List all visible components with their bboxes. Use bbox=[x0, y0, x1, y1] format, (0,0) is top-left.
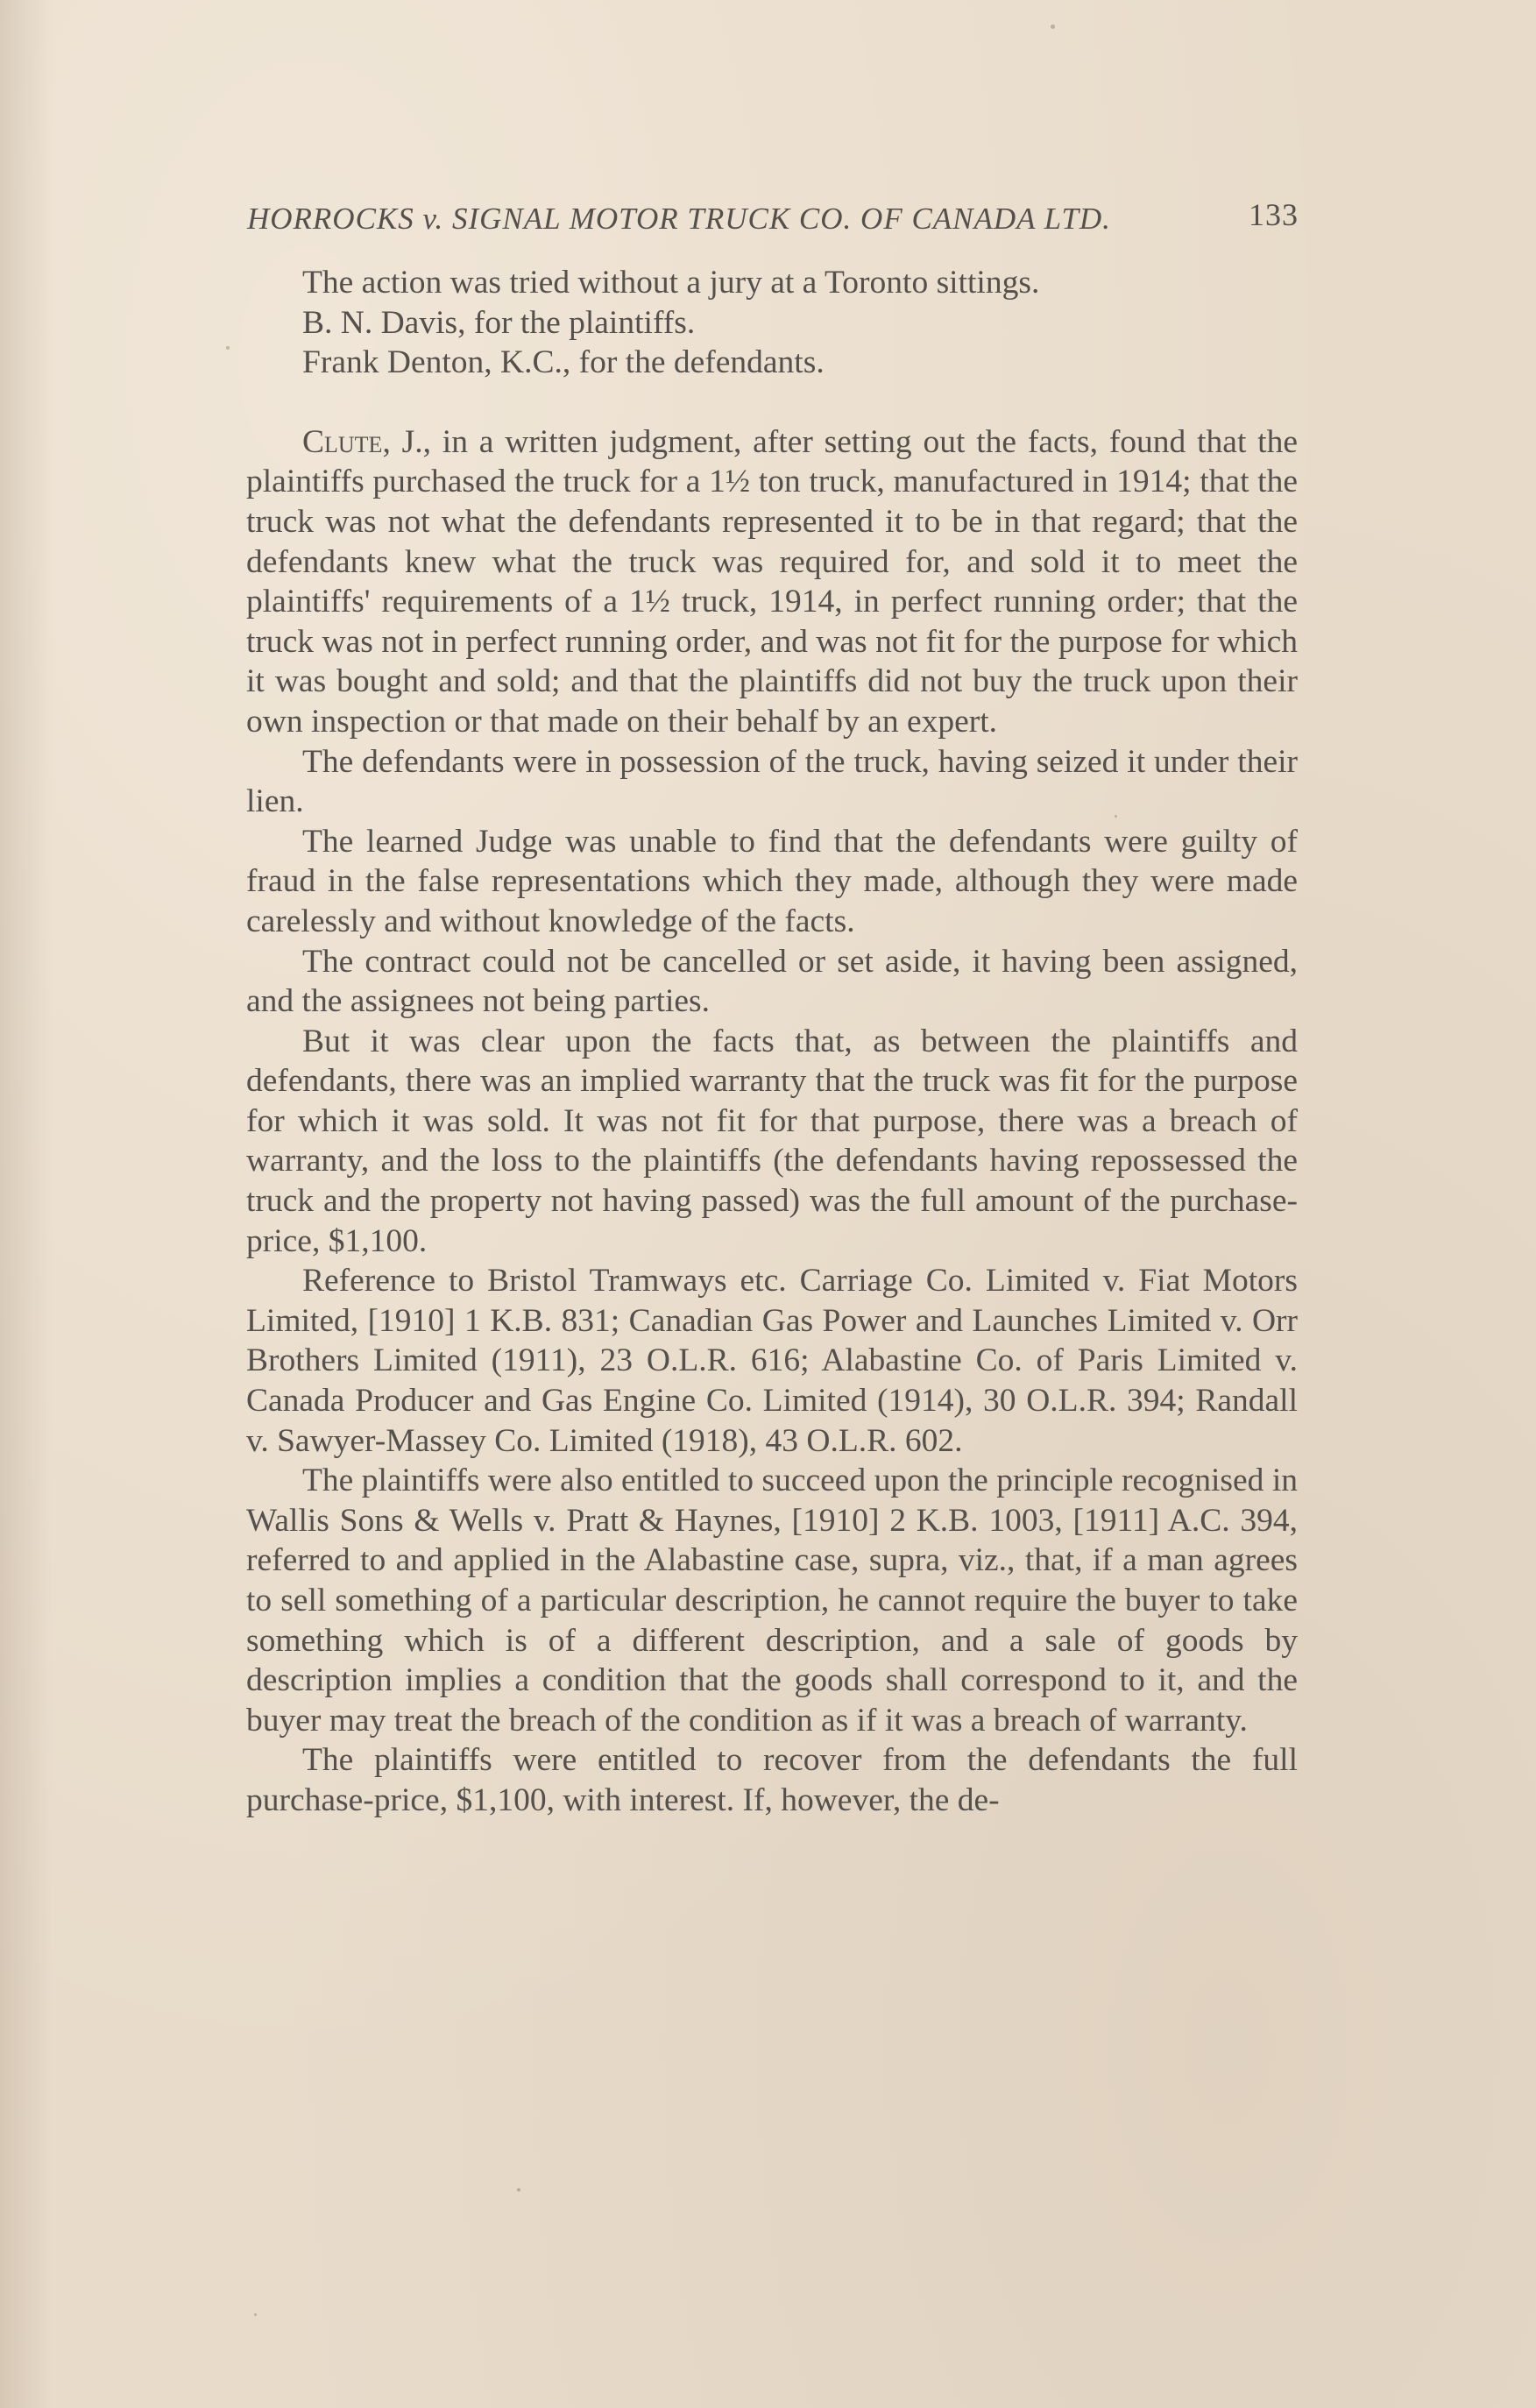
page-number: 133 bbox=[1249, 197, 1299, 232]
paper-speck bbox=[226, 346, 230, 350]
paragraph-warranty: But it was clear upon the facts that, as between the plaintiffs and defendants, there was an implied warranty that the truck was fit for the purpose for which it was sold. It was not fit for that purpose, there was a breach of warranty, and the loss to the plaintiffs (the defendants having repossessed the truck and the property not having passed) was the full amount of the purchase-price, $1,100. bbox=[246, 1023, 1298, 1259]
paragraph-fraud: The learned Judge was unable to find that the defendants were guilty of fraud in the false representations which they made, although they were made carelessly and without knowledge of the facts. bbox=[246, 823, 1298, 939]
paragraph-defendants-counsel: Frank Denton, K.C., for the defendants. bbox=[302, 344, 825, 381]
paragraph-recovery: The plaintiffs were entitled to recover from the defendants the full purchase-price, $1,100, with interest. If, however, the de- bbox=[246, 1742, 1298, 1818]
paragraph-contract: The contract could not be cancelled or set aside, it having been assigned, and the assignees not being parties. bbox=[246, 943, 1298, 1020]
judge-name: Clute bbox=[302, 423, 383, 460]
paper-speck bbox=[517, 2188, 520, 2192]
running-head-title: HORROCKS v. SIGNAL MOTOR TRUCK CO. OF CANADA LTD. bbox=[247, 202, 1111, 236]
paragraph-possession: The defendants were in possession of the truck, having seized it under their lien. bbox=[246, 743, 1298, 820]
paragraph-plaintiffs-counsel: B. N. Davis, for the plaintiffs. bbox=[302, 304, 696, 341]
paragraph-principle: The plaintiffs were also entitled to succeed upon the principle recognised in Wallis Sons & Wells v. Pratt & Haynes, [1910] 2 K.B. 1003, [1911] A.C. 394, referred to and applied in the Alabastine case, supra, viz., that, if a man agrees to sell something of a particular description, he cannot require the buyer to take something which is of a different description, and a sale of goods by description implies a condition that the goods shall correspond to it, and the buyer may treat the breach of the condition as if it was a breach of warranty. bbox=[246, 1463, 1298, 1739]
body-text bbox=[246, 263, 1298, 1821]
judgment-text: , J., in a written judgment, after setting out the facts, found that the plaintiffs purchased the truck for a 1½ ton truck, manufactured in 1914; that the truck was not what the defendants represented it to be in that regard; that the defendants knew what the truck was required for, and sold it to meet the plaintiffs' requirements of a 1½ truck, 1914, in perfect running order; that the truck was not in perfect running order, and was not fit for the purpose for which it was bought and sold; and that the plaintiffs did not buy the truck upon their own inspection or that made on their behalf by an expert. bbox=[246, 423, 1298, 740]
paragraph-references: Reference to Bristol Tramways etc. Carriage Co. Limited v. Fiat Motors Limited, [1910] 1 K.B. 831; Canadian Gas Power and Launches Limited v. Orr Brothers Limited (1911), 23 O.L.R. 616; Alabastine Co. of Paris Limited v. Canada Producer and Gas Engine Co. Limited (1914), 30 O.L.R. 394; Randall v. Sawyer-Massey Co. Limited (1918), 43 O.L.R. 602. bbox=[246, 1263, 1298, 1459]
page-gutter-shadow bbox=[0, 0, 53, 2408]
running-head bbox=[247, 188, 1299, 240]
paper-speck bbox=[1051, 25, 1055, 29]
paragraph-judgment bbox=[246, 422, 1298, 742]
paper-speck bbox=[254, 2313, 257, 2316]
paragraph-trial: The action was tried without a jury at a Toronto sittings. bbox=[302, 265, 1040, 301]
